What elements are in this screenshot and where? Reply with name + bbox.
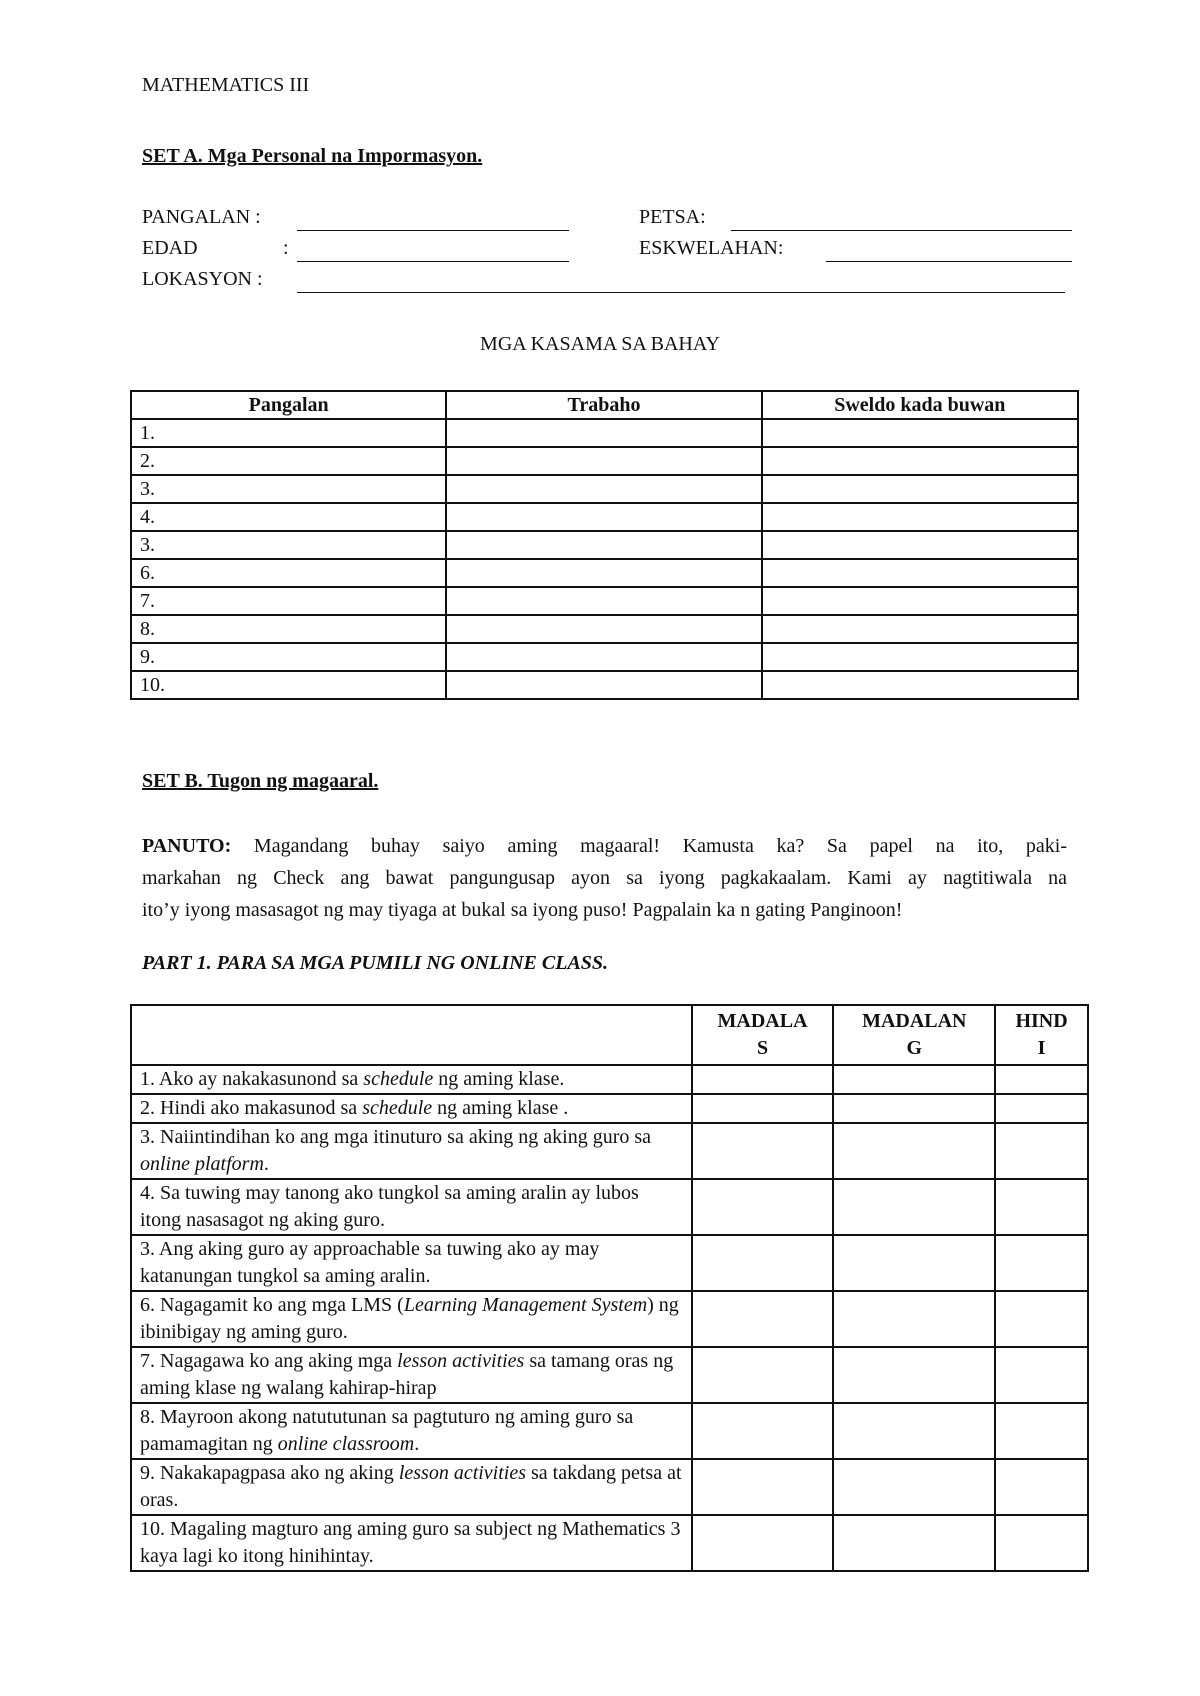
- eskwelahan-line[interactable]: [826, 261, 1072, 262]
- madalas-checkbox[interactable]: [692, 1347, 834, 1403]
- header-blank: [131, 1005, 692, 1065]
- row-number[interactable]: 10.: [131, 671, 446, 699]
- row-number[interactable]: 3.: [131, 531, 446, 559]
- header-sweldo: Sweldo kada buwan: [762, 391, 1078, 419]
- madalang-checkbox[interactable]: [833, 1403, 995, 1459]
- madalas-checkbox[interactable]: [692, 1235, 834, 1291]
- survey-table: [130, 1004, 1089, 1572]
- set-b-heading: SET B. Tugon ng magaaral.: [142, 770, 379, 792]
- pangalan-label: PANGALAN :: [142, 206, 261, 228]
- row-number[interactable]: 2.: [131, 447, 446, 475]
- part1-heading: PART 1. PARA SA MGA PUMILI NG ONLINE CLASS.: [142, 952, 609, 974]
- table-row: [131, 1515, 1088, 1571]
- header-madalas: MADALA S: [692, 1005, 834, 1065]
- edad-label: EDAD: [142, 237, 198, 259]
- hindi-checkbox[interactable]: [995, 1515, 1088, 1571]
- household-title: MGA KASAMA SA BAHAY: [480, 333, 720, 355]
- sweldo-cell[interactable]: [762, 503, 1078, 531]
- table-row: [131, 1459, 1088, 1515]
- table-row: [131, 1403, 1088, 1459]
- table-row: [131, 1065, 1088, 1094]
- info-row-2: [142, 237, 1072, 263]
- header-pangalan: Pangalan: [131, 391, 446, 419]
- row-number[interactable]: 3.: [131, 475, 446, 503]
- table-row: [131, 587, 1078, 615]
- table-row: [131, 615, 1078, 643]
- sweldo-cell[interactable]: [762, 643, 1078, 671]
- panuto-line-2: markahan ng Check ang bawat pangungusap ayon sa iyong pagkakaalam. Kami ay nagtitiwala na: [142, 867, 1067, 889]
- madalang-checkbox[interactable]: [833, 1515, 995, 1571]
- trabaho-cell[interactable]: [446, 559, 761, 587]
- sweldo-cell[interactable]: [762, 419, 1078, 447]
- row-number[interactable]: 9.: [131, 643, 446, 671]
- trabaho-cell[interactable]: [446, 419, 761, 447]
- table-row: [131, 671, 1078, 699]
- madalang-checkbox[interactable]: [833, 1235, 995, 1291]
- sweldo-cell[interactable]: [762, 615, 1078, 643]
- petsa-label: PETSA:: [639, 206, 706, 228]
- trabaho-cell[interactable]: [446, 643, 761, 671]
- madalas-checkbox[interactable]: [692, 1459, 834, 1515]
- hindi-checkbox[interactable]: [995, 1123, 1088, 1179]
- table-row: [131, 1235, 1088, 1291]
- question-9: 9. Nakakapagpasa ako ng aking lesson activities sa takdang petsa at oras.: [131, 1459, 692, 1515]
- hindi-checkbox[interactable]: [995, 1347, 1088, 1403]
- household-table: [130, 390, 1079, 700]
- sweldo-cell[interactable]: [762, 475, 1078, 503]
- trabaho-cell[interactable]: [446, 447, 761, 475]
- trabaho-cell[interactable]: [446, 615, 761, 643]
- question-8: 8. Mayroon akong natututunan sa pagtuturo ng aming guro sa pamamagitan ng online classroom.: [131, 1403, 692, 1459]
- info-row-1: [142, 206, 1072, 232]
- lokasyon-line[interactable]: [297, 292, 1065, 293]
- eskwelahan-label: ESKWELAHAN:: [639, 237, 784, 259]
- hindi-checkbox[interactable]: [995, 1403, 1088, 1459]
- sweldo-cell[interactable]: [762, 531, 1078, 559]
- table-row: [131, 1094, 1088, 1123]
- madalang-checkbox[interactable]: [833, 1291, 995, 1347]
- madalas-checkbox[interactable]: [692, 1094, 834, 1123]
- panuto-line-1: [142, 830, 1067, 862]
- question-10: 10. Magaling magturo ang aming guro sa subject ng Mathematics 3 kaya lagi ko itong hinihintay.: [131, 1515, 692, 1571]
- table-row: [131, 643, 1078, 671]
- panuto-label: PANUTO:: [142, 835, 232, 857]
- trabaho-cell[interactable]: [446, 587, 761, 615]
- table-row: [131, 475, 1078, 503]
- trabaho-cell[interactable]: [446, 475, 761, 503]
- petsa-line[interactable]: [731, 230, 1072, 231]
- header-madalang: MADALAN G: [833, 1005, 995, 1065]
- madalang-checkbox[interactable]: [833, 1123, 995, 1179]
- question-2: 2. Hindi ako makasunod sa schedule ng aming klase .: [131, 1094, 692, 1123]
- survey-header-row: [131, 1005, 1088, 1065]
- table-row: [131, 1123, 1088, 1179]
- madalas-checkbox[interactable]: [692, 1179, 834, 1235]
- hindi-checkbox[interactable]: [995, 1065, 1088, 1094]
- document-title: MATHEMATICS III: [142, 74, 310, 96]
- row-number[interactable]: 4.: [131, 503, 446, 531]
- madalang-checkbox[interactable]: [833, 1179, 995, 1235]
- table-row: [131, 559, 1078, 587]
- hindi-checkbox[interactable]: [995, 1179, 1088, 1235]
- table-row: [131, 447, 1078, 475]
- lokasyon-label: LOKASYON :: [142, 268, 263, 290]
- edad-colon: :: [283, 237, 289, 259]
- table-row: [131, 1291, 1088, 1347]
- sweldo-cell[interactable]: [762, 559, 1078, 587]
- trabaho-cell[interactable]: [446, 503, 761, 531]
- header-trabaho: Trabaho: [446, 391, 761, 419]
- table-row: [131, 531, 1078, 559]
- sweldo-cell[interactable]: [762, 671, 1078, 699]
- info-row-3: [142, 268, 1072, 294]
- header-hindi: HIND I: [995, 1005, 1088, 1065]
- trabaho-cell[interactable]: [446, 531, 761, 559]
- table-row: [131, 1347, 1088, 1403]
- madalang-checkbox[interactable]: [833, 1094, 995, 1123]
- sweldo-cell[interactable]: [762, 447, 1078, 475]
- hindi-checkbox[interactable]: [995, 1291, 1088, 1347]
- question-1: 1. Ako ay nakakasunond sa schedule ng aming klase.: [131, 1065, 692, 1094]
- madalas-checkbox[interactable]: [692, 1065, 834, 1094]
- madalas-checkbox[interactable]: [692, 1291, 834, 1347]
- row-number[interactable]: 1.: [131, 419, 446, 447]
- household-header-row: [131, 391, 1078, 419]
- hindi-checkbox[interactable]: [995, 1094, 1088, 1123]
- pangalan-line[interactable]: [297, 230, 569, 231]
- trabaho-cell[interactable]: [446, 671, 761, 699]
- table-row: [131, 419, 1078, 447]
- madalang-checkbox[interactable]: [833, 1459, 995, 1515]
- row-number[interactable]: 7.: [131, 587, 446, 615]
- hindi-checkbox[interactable]: [995, 1459, 1088, 1515]
- madalas-checkbox[interactable]: [692, 1123, 834, 1179]
- row-number[interactable]: 8.: [131, 615, 446, 643]
- edad-line[interactable]: [297, 261, 569, 262]
- table-row: [131, 503, 1078, 531]
- set-a-heading: SET A. Mga Personal na Impormasyon.: [142, 145, 483, 167]
- table-row: [131, 1179, 1088, 1235]
- question-7: 7. Nagagawa ko ang aking mga lesson activities sa tamang oras ng aming klase ng walang kahirap-hirap: [131, 1347, 692, 1403]
- question-3: 3. Naiintindihan ko ang mga itinuturo sa aking ng aking guro sa online platform.: [131, 1123, 692, 1179]
- sweldo-cell[interactable]: [762, 587, 1078, 615]
- panuto-paragraph: [142, 830, 1067, 926]
- question-4: 4. Sa tuwing may tanong ako tungkol sa aming aralin ay lubos itong nasasagot ng aking guro.: [131, 1179, 692, 1235]
- hindi-checkbox[interactable]: [995, 1235, 1088, 1291]
- panuto-text-1: Magandang buhay saiyo aming magaaral! Kamusta ka? Sa papel na ito, paki-: [231, 835, 1067, 857]
- panuto-line-3: ito’y iyong masasagot ng may tiyaga at bukal sa iyong puso! Pagpalain ka n gating Panginoon!: [142, 899, 903, 921]
- question-6: 6. Nagagamit ko ang mga LMS (Learning Management System) ng ibinibigay ng aming guro.: [131, 1291, 692, 1347]
- madalang-checkbox[interactable]: [833, 1065, 995, 1094]
- madalas-checkbox[interactable]: [692, 1403, 834, 1459]
- question-5: 3. Ang aking guro ay approachable sa tuwing ako ay may katanungan tungkol sa aming aralin.: [131, 1235, 692, 1291]
- madalas-checkbox[interactable]: [692, 1515, 834, 1571]
- madalang-checkbox[interactable]: [833, 1347, 995, 1403]
- row-number[interactable]: 6.: [131, 559, 446, 587]
